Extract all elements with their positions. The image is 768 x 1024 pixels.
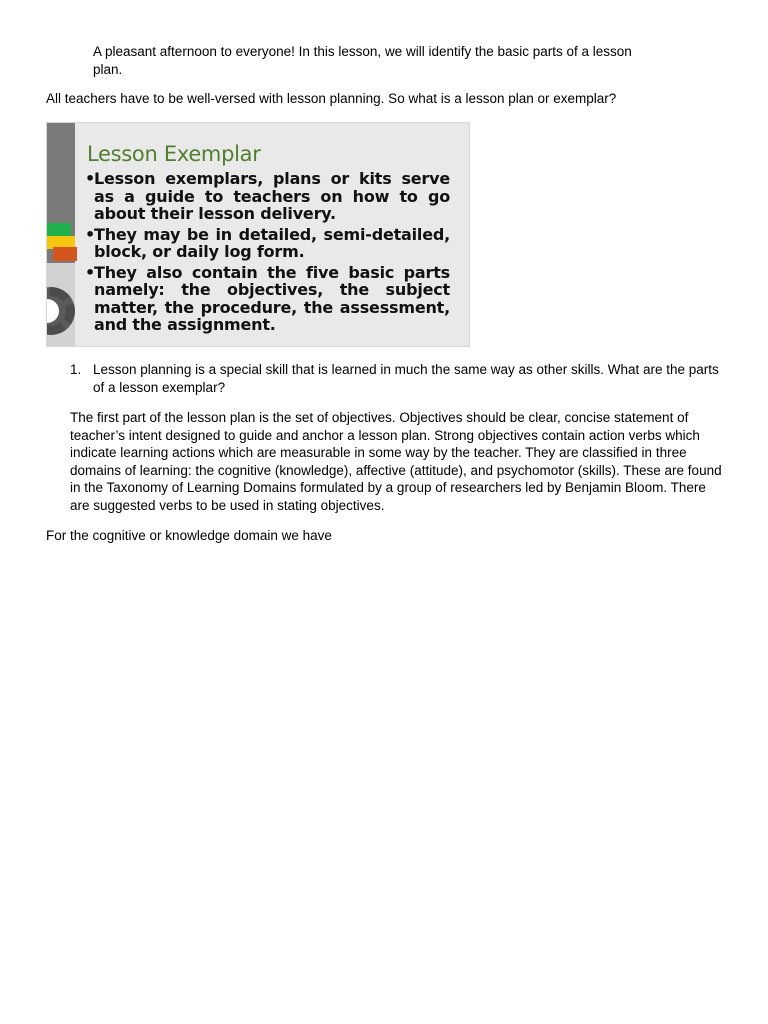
- objectives-paragraph: The first part of the lesson plan is the set of objectives. Objectives should be clear, concise statement of teacher’s intent designed to guide and anchor a lesson plan. Strong objectives contain action verbs which indicate learning actions which are measurable in some way by the teacher. They are classified in three domains of learning: the cognitive (knowledge), affective (attitude), and psychomotor (skills). These are found in the Taxonomy of Learning Domains formulated by a group of researchers led by Benjamin Bloom. There are suggested verbs to be used in stating objectives.: [70, 410, 722, 513]
- list-item-text: Lesson planning is a special skill that is learned in much the same way as other skills. What are the parts of a lesson exemplar?: [93, 362, 719, 395]
- numbered-list-item: [70, 361, 720, 396]
- question-paragraph: All teachers have to be well-versed with lesson planning. So what is a lesson plan or exemplar?: [46, 91, 617, 106]
- cognitive-domain-line: For the cognitive or knowledge domain we have: [46, 528, 332, 543]
- list-number: 1.: [70, 362, 82, 377]
- slide-bullet-list: [85, 170, 450, 337]
- slide-bullet: • Lesson exemplars, plans or kits serve as a guide to teachers on how to go about their lesson delivery.: [85, 170, 450, 223]
- slide-bullet: • They may be in detailed, semi-detailed, block, or daily log form.: [85, 226, 450, 261]
- lesson-exemplar-slide-image: [46, 122, 470, 347]
- slide-title: Lesson Exemplar: [87, 142, 261, 166]
- slide-bullet: • They also contain the five basic parts namely: the objectives, the subject matter, the procedure, the assessment, and the assignment.: [85, 264, 450, 334]
- intro-paragraph: A pleasant afternoon to everyone! In this lesson, we will identify the basic parts of a lesson plan.: [93, 44, 632, 77]
- green-block: [47, 223, 71, 237]
- orange-block: [53, 247, 77, 261]
